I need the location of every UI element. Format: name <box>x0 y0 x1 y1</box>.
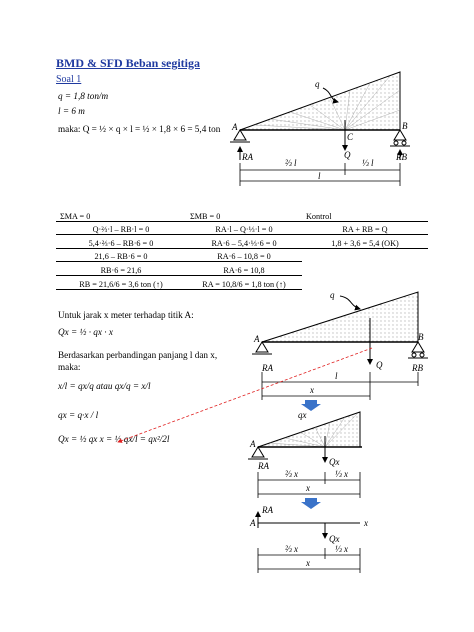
cell: RA·6 = 10,8 <box>186 262 302 276</box>
ratio-equation: x/l = qx/q atau qx/q = x/l <box>58 381 151 391</box>
given-l: l = 6 m <box>58 106 85 116</box>
cell: 21,6 – RB·6 = 0 <box>56 248 186 262</box>
cell: 1,8 + 3,6 = 5,4 (OK) <box>302 235 428 249</box>
cell: RA = 10,8/6 = 1,8 ton (↑) <box>186 275 302 289</box>
page-title: BMD & SFD Beban segitiga <box>56 56 200 70</box>
dim-one-third-x3: ⅓ x <box>335 469 348 479</box>
cell: RA + RB = Q <box>302 221 428 235</box>
label-B2: B <box>418 332 424 342</box>
label-A: A <box>232 122 238 132</box>
dim-x3: x <box>306 483 310 493</box>
dim-two-thirds-x4: ⅔ x <box>285 544 298 554</box>
label-A3: A <box>250 439 256 449</box>
label-B: B <box>402 121 408 131</box>
cell: RB·6 = 21,6 <box>56 262 186 276</box>
given-q: q = 1,8 ton/m <box>58 91 109 101</box>
dim-two-thirds-l: ⅔ l <box>285 158 297 168</box>
label-Q: Q <box>344 150 351 160</box>
label-q: q <box>315 79 320 89</box>
header-sum-ma: ΣMA = 0 <box>56 208 186 221</box>
dim-one-third-l: ⅓ l <box>362 158 374 168</box>
dim-two-thirds-x3: ⅔ x <box>285 469 298 479</box>
berdasarkan-text: Berdasarkan perbandingan panjang l dan x, <box>58 350 218 360</box>
cell: Q·⅔·l – RB·l = 0 <box>56 221 186 235</box>
section-heading: Soal 1 <box>56 74 82 85</box>
label-A2: A <box>254 334 260 344</box>
label-qx: qx <box>298 410 307 420</box>
dim-x4: x <box>306 558 310 568</box>
maka-text: maka: <box>58 362 81 372</box>
label-Q2: Q <box>376 360 383 370</box>
label-Qx3: Qx <box>329 457 340 467</box>
dim-x2: x <box>310 385 314 395</box>
dim-l: l <box>318 171 321 181</box>
header-sum-mb: ΣMB = 0 <box>186 208 302 221</box>
cell: 5,4·⅔·6 – RB·6 = 0 <box>56 235 186 249</box>
label-RA2: RA <box>262 363 273 373</box>
label-RA: RA <box>242 152 253 162</box>
cell: RB = 21,6/6 = 3,6 ton (↑) <box>56 275 186 289</box>
diagram-2 <box>252 292 428 411</box>
dim-l2: l <box>335 371 338 381</box>
label-C: C <box>347 132 354 142</box>
cell: RA·l – Q·⅓·l = 0 <box>186 221 302 235</box>
dim-one-third-x4: ⅓ x <box>335 544 348 554</box>
label-q2: q <box>330 290 335 300</box>
label-A4: A <box>250 518 256 528</box>
label-Qx4: Qx <box>329 534 340 544</box>
label-RB2: RB <box>412 363 423 373</box>
label-RB: RB <box>396 152 407 162</box>
qx-definition: qx = q·x / l <box>58 410 99 420</box>
qx-equation: Qx = ½ · qx · x <box>58 327 113 337</box>
given-Q: maka: Q = ½ × q × l = ½ × 1,8 × 6 = 5,4 ton <box>58 124 221 134</box>
label-x4: x <box>364 518 368 528</box>
cell: RA·6 – 5,4·⅓·6 = 0 <box>186 235 302 249</box>
header-kontrol: Kontrol <box>302 208 428 221</box>
diagram-1 <box>230 72 410 186</box>
label-RA3: RA <box>258 461 269 471</box>
label-RA4: RA <box>262 505 273 515</box>
cell: RA·6 – 10,8 = 0 <box>186 248 302 262</box>
Qx-final: Qx = ½ qx x = ½ qx/l = qx²/2l <box>58 434 170 444</box>
jarak-text: Untuk jarak x meter terhadap titik A: <box>58 310 194 320</box>
